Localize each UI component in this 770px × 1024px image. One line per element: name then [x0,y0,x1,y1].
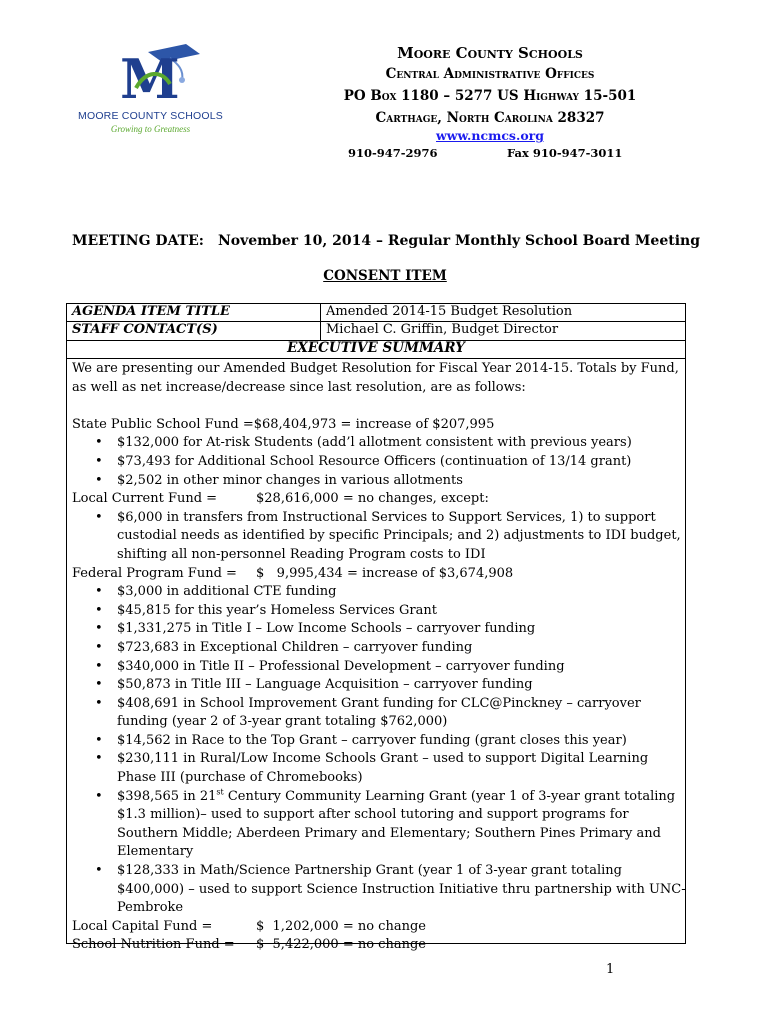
executive-summary-body [72,360,686,955]
list-item: • $230,111 in Rural/Low Income Schools Grant – used to support Digital Learning Phase III (purchase of Chromebooks) [72,750,686,787]
list-item: • $73,493 for Additional School Resource Officers (continuation of 13/14 grant) [72,453,686,472]
logo-monogram: M [120,47,180,111]
school-logo [78,40,223,140]
list-item-text: Century Community Learning Grant (year 1 of 3-year grant totaling $1.3 million)– used to support after school tutoring and support programs for Southern Middle; Aberdeen Primary and Elementary; Southern Pines Primary and Elementary [117,788,676,860]
list-item: • $6,000 in transfers from Instructional Services to Support Services, 1) to support custodial needs as identified by specific Principals; and 2) adjustments to IDI budget, shifting all non-personnel Reading Program costs to IDI [72,509,686,565]
state-fund-line: State Public School Fund =$68,404,973 = increase of $207,995 [72,416,495,432]
list-item: • $1,331,275 in Title I – Low Income Schools – carryover funding [72,620,686,639]
staff-contact-value: Michael C. Griffin, Budget Director [326,322,559,337]
org-address: PO Box 1180 – 5277 US Highway 15-501 [343,88,637,104]
list-item: • $14,562 in Race to the Top Grant – carryover funding (grant closes this year) [72,732,686,751]
local-fund-value: $28,616,000 = no changes, except: [256,491,489,507]
capital-fund-value: $ 1,202,000 = no change [256,918,426,934]
state-fund-list [72,434,686,490]
list-item: • $45,815 for this year’s Homeless Services Grant [72,602,686,621]
meeting-date-label: MEETING DATE: [72,233,204,249]
org-city: Carthage, North Carolina 28327 [375,110,605,126]
meeting-date-value: November 10, 2014 – Regular Monthly School Board Meeting [217,233,700,249]
list-item: • $3,000 in additional CTE funding [72,583,686,602]
list-item: • $50,873 in Title III – Language Acquisition – carryover funding [72,676,686,695]
agenda-item-title-label: AGENDA ITEM TITLE [72,304,230,319]
nutrition-fund-label: School Nutrition Fund = [72,937,235,953]
list-item-text: $398,565 in 21 [117,788,217,804]
federal-fund-value: $ 9,995,434 = increase of $3,674,908 [256,565,514,581]
nutrition-fund-line [72,936,686,955]
nutrition-fund-value: $ 5,422,000 = no change [256,937,426,953]
logo-text: MOORE COUNTY SCHOOLS [78,110,223,122]
capital-fund-line [72,918,686,937]
list-item [72,788,686,862]
table-divider [66,358,686,359]
superscript: st [216,787,224,797]
federal-fund-list [72,583,686,918]
list-item: • $723,683 in Exceptional Children – carryover funding [72,639,686,658]
list-item: • $132,000 for At-risk Students (add’l allotment consistent with previous years) [72,434,686,453]
page-number: 1 [606,962,615,977]
org-office: Central Administrative Offices [385,66,595,82]
phone-number: 910-947-2976 [348,146,438,160]
agenda-item-title-value: Amended 2014-15 Budget Resolution [326,304,573,319]
local-fund-line [72,490,686,509]
consent-item-heading: CONSENT ITEM [323,268,447,284]
staff-contact-label: STAFF CONTACT(S) [72,322,218,337]
org-name: Moore County Schools [397,44,583,62]
local-fund-list [72,509,686,565]
fax-number: Fax 910-947-3011 [507,146,623,160]
capital-fund-label: Local Capital Fund = [72,918,213,934]
meeting-date-line [72,233,700,249]
list-item: • $340,000 in Title II – Professional Development – carryover funding [72,658,686,677]
executive-summary-title: EXECUTIVE SUMMARY [287,340,465,356]
list-item: • $2,502 in other minor changes in various allotments [72,472,686,491]
summary-intro: We are presenting our Amended Budget Resolution for Fiscal Year 2014-15. Totals by Fund, as well as net increase/decrease since last resolution, are as follows: [72,361,679,395]
federal-fund-line [72,565,686,584]
federal-fund-label: Federal Program Fund = [72,565,237,581]
logo-tagline: Growing to Greatness [110,124,191,134]
list-item: • $408,691 in School Improvement Grant funding for CLC@Pinckney – carryover funding (year 2 of 3-year grant totaling $762,000) [72,695,686,732]
website-link[interactable]: www.ncmcs.org [436,128,544,143]
local-fund-label: Local Current Fund = [72,491,218,507]
list-item: • $128,333 in Math/Science Partnership Grant (year 1 of 3-year grant totaling $400,000) – used to support Science Instruction Initiative thru partnership with UNC-Pembroke [72,862,686,918]
